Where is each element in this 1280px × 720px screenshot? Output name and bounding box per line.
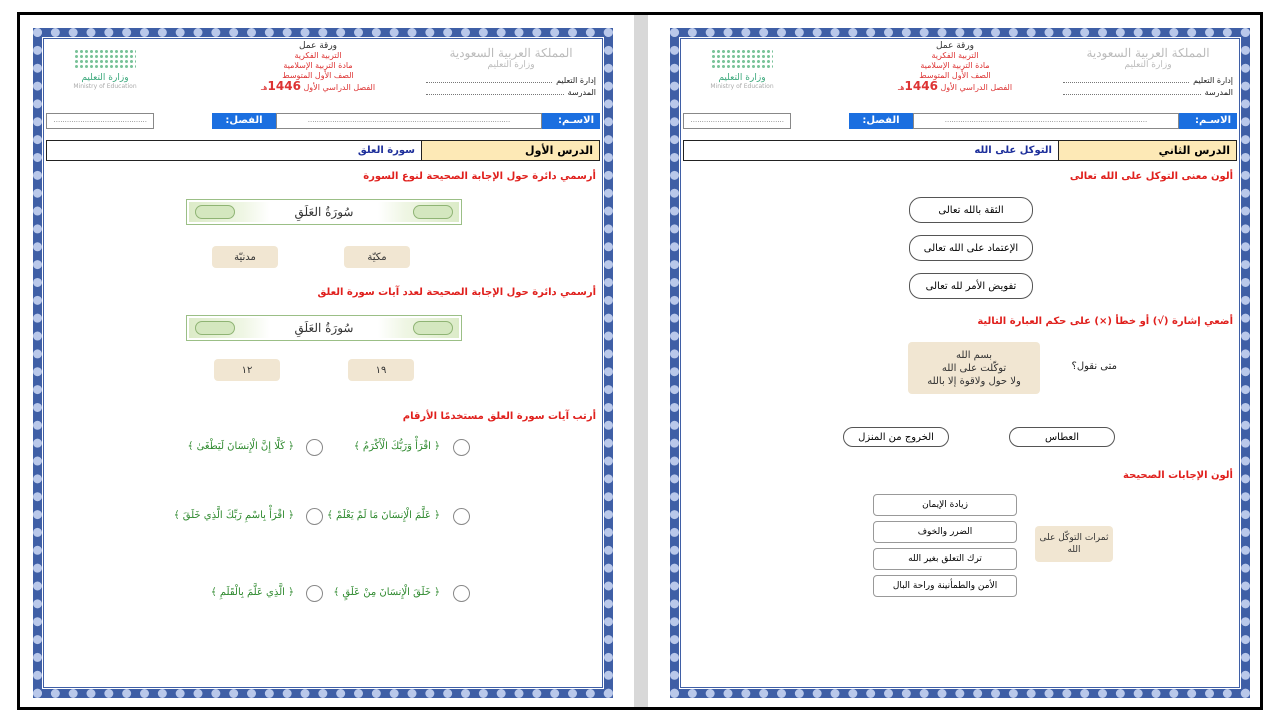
verse-6: ﴿ الَّذِي عَلَّمَ بِالْقَلَمِ ﴾	[210, 587, 294, 598]
order-circle-3[interactable]	[453, 508, 470, 525]
option-19[interactable]: ١٩	[348, 359, 414, 381]
name-field[interactable]	[276, 113, 542, 129]
verse-2: ﴿ كَلَّا إِنَّ الْإِنسَانَ لَيَطْغَىٰ ﴾	[187, 441, 294, 452]
option-trust[interactable]: الثقة بالله تعالى	[909, 197, 1033, 223]
question-verse-count: أرسمي دائرة حول الإجابة الصحيحة لعدد آيات سورة العلق	[317, 287, 596, 298]
worksheet-title: ورقة عمل	[935, 41, 975, 51]
lesson-title: سورة العلق	[357, 145, 415, 156]
verse-4: ﴿ اقْرَأْ بِاسْمِ رَبِّكَ الَّذِي خَلَقَ ﴾	[173, 510, 294, 521]
class-field[interactable]	[683, 113, 791, 129]
option-reliance[interactable]: الإعتماد على الله تعالى	[909, 235, 1033, 261]
grade-line: الصف الأول المتوسط	[919, 71, 991, 80]
fruit-option-1[interactable]: زيادة الإيمان	[873, 494, 1017, 516]
class-label: الفصل:	[212, 113, 276, 129]
name-label: الاسـم:	[1179, 113, 1237, 129]
verse-3: ﴿ عَلَّمَ الْإِنسَانَ مَا لَمْ يَعْلَمْ ﴾	[327, 510, 440, 521]
ministry-logo: وزارة التعليم Ministry of Education	[687, 49, 797, 90]
name-bar	[46, 113, 600, 129]
verse-5: ﴿ خَلَقَ الْإِنسَانَ مِنْ عَلَقٍ ﴾	[333, 587, 440, 598]
question-surah-type: أرسمي دائرة حول الإجابة الصحيحة لنوع السورة	[363, 171, 596, 182]
page-divider	[634, 15, 648, 707]
name-bar	[683, 113, 1237, 129]
header-center	[853, 41, 1057, 93]
school-label: المدرسة	[1204, 88, 1233, 97]
subject-line-2: مادة التربية الإسلامية	[920, 61, 990, 70]
class-field[interactable]	[46, 113, 154, 129]
phrase-card	[908, 342, 1040, 394]
worksheet-lesson-1	[33, 28, 613, 698]
edu-admin-label: إدارة التعليم	[556, 76, 596, 85]
order-circle-4[interactable]	[306, 508, 323, 525]
surah-banner: سُورَةُ العَلَقِ	[186, 199, 462, 225]
class-label: الفصل:	[849, 113, 913, 129]
subject-line-1: التربية الفكرية	[931, 51, 979, 60]
worksheet-lesson-2	[670, 28, 1250, 698]
lesson-title: التوكل على الله	[974, 145, 1052, 156]
option-leaving-home[interactable]: الخروج من المنزل	[843, 427, 949, 447]
screen-frame	[17, 12, 1263, 710]
worksheet-header	[46, 41, 600, 103]
question-tawakkul-meaning: ألون معنى التوكل على الله تعالى	[1069, 171, 1233, 182]
phrase-line-1: بسم الله	[955, 349, 993, 361]
question-order-verses: أرتب آيات سورة العلق مستخدمًا الأرقام	[402, 411, 596, 422]
worksheet-title: ورقة عمل	[298, 41, 338, 51]
term-line: الفصل الدراسي الأول 1446هـ	[897, 79, 1013, 93]
option-madani[interactable]: مدنيّة	[212, 246, 278, 268]
subject-line-1: التربية الفكرية	[294, 51, 342, 60]
edu-admin-label: إدارة التعليم	[1193, 76, 1233, 85]
school-label: المدرسة	[567, 88, 596, 97]
ministry-dots-icon	[74, 49, 136, 69]
kingdom-logo-text: المملكة العربية السعودية وزارة التعليم	[1086, 46, 1210, 70]
phrase-line-2: توكّلت على الله	[941, 362, 1007, 374]
name-label: الاسـم:	[542, 113, 600, 129]
option-makki[interactable]: مكيّة	[344, 246, 410, 268]
term-line: الفصل الدراسي الأول 1446هـ	[260, 79, 376, 93]
order-circle-6[interactable]	[306, 585, 323, 602]
question-true-false: أضعي إشارة (√) أو خطأ (×) على حكم العبارة التالية	[977, 316, 1233, 327]
order-circle-1[interactable]	[453, 439, 470, 456]
order-circle-2[interactable]	[306, 439, 323, 456]
verse-1: ﴿ اقْرَأْ وَرَبُّكَ الْأَكْرَمُ ﴾	[353, 441, 440, 452]
grade-line: الصف الأول المتوسط	[282, 71, 354, 80]
fruit-option-2[interactable]: الضرر والخوف	[873, 521, 1017, 543]
when-question: متى نقول؟	[1071, 361, 1117, 372]
ministry-dots-icon	[711, 49, 773, 69]
question-correct-answers: ألون الإجابات الصحيحة	[1123, 470, 1233, 481]
option-sneezing[interactable]: العطاس	[1009, 427, 1115, 447]
phrase-line-3: ولا حول ولاقوة إلا بالله	[927, 375, 1021, 387]
kingdom-logo-text: المملكة العربية السعودية وزارة التعليم	[449, 46, 573, 70]
header-center	[216, 41, 420, 93]
worksheet-header	[683, 41, 1237, 103]
ministry-logo: وزارة التعليم Ministry of Education	[50, 49, 160, 90]
name-field[interactable]	[913, 113, 1179, 129]
fruit-option-4[interactable]: الأمن والطمأنينة وراحة البال	[873, 575, 1017, 597]
surah-banner-2: سُورَةُ العَلَقِ	[186, 315, 462, 341]
fruit-option-3[interactable]: ترك التعلق بغير الله	[873, 548, 1017, 570]
order-circle-5[interactable]	[453, 585, 470, 602]
fruits-label: ثمرات التوكّل على الله	[1035, 526, 1113, 562]
lesson-label: الدرس الأول	[421, 141, 599, 160]
lesson-bar	[683, 140, 1237, 161]
header-right	[1063, 43, 1233, 97]
subject-line-2: مادة التربية الإسلامية	[283, 61, 353, 70]
option-12[interactable]: ١٢	[214, 359, 280, 381]
option-delegation[interactable]: تفويض الأمر لله تعالى	[909, 273, 1033, 299]
lesson-label: الدرس الثاني	[1058, 141, 1236, 160]
header-right	[426, 43, 596, 97]
lesson-bar	[46, 140, 600, 161]
